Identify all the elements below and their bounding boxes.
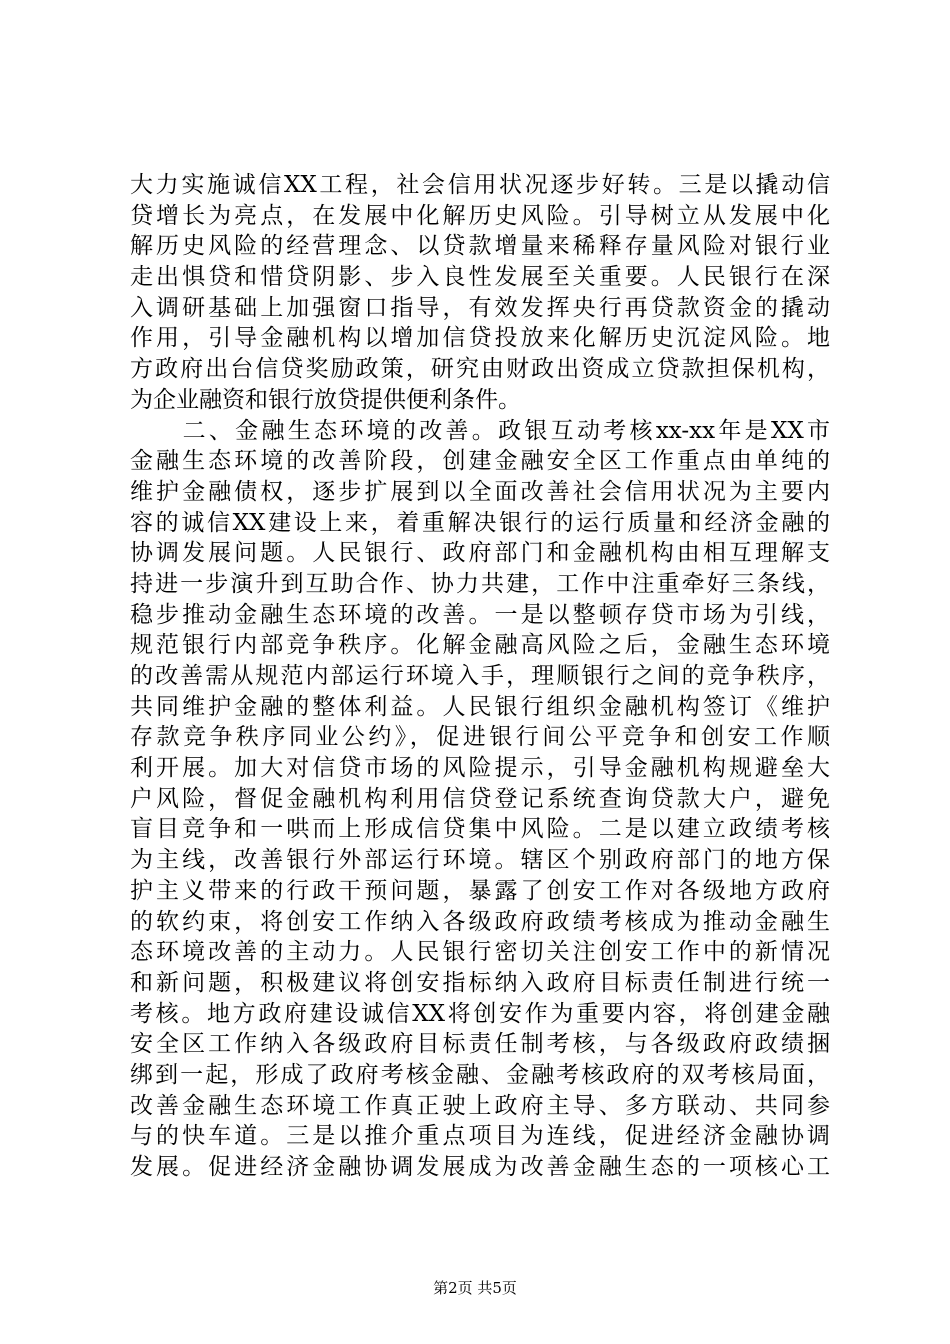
text-line: 护主义带来的行政干预问题，暴露了创安工作对各级地方政府 <box>130 877 830 904</box>
text-line: 走出惧贷和惜贷阴影、步入良性发展至关重要。人民银行在深 <box>130 264 830 291</box>
text-line: 二、金融生态环境的改善。政银互动考核xx-xx年是XX市 <box>130 417 830 444</box>
text-line: 考核。地方政府建设诚信XX将创安作为重要内容，将创建金融 <box>130 1000 830 1027</box>
text-line: 贷增长为亮点，在发展中化解历史风险。引导树立从发展中化 <box>130 202 830 229</box>
text-line: 金融生态环境的改善阶段，创建金融安全区工作重点由单纯的 <box>130 448 830 475</box>
text-line: 持进一步演升到互助合作、协力共建，工作中注重牵好三条线， <box>130 570 830 597</box>
text-line: 与的快车道。三是以推介重点项目为连线，促进经济金融协调 <box>130 1123 830 1150</box>
text-line: 的软约束，将创安工作纳入各级政府政绩考核成为推动金融生 <box>130 908 830 935</box>
text-line: 方政府出台信贷奖励政策，研究由财政出资成立贷款担保机构， <box>130 356 830 383</box>
text-line: 解历史风险的经营理念、以贷款增量来稀释存量风险对银行业 <box>130 233 830 260</box>
text-line: 的改善需从规范内部运行环境入手，理顺银行之间的竞争秩序， <box>130 663 830 689</box>
text-line: 作用，引导金融机构以增加信贷投放来化解历史沉淀风险。地 <box>130 325 830 352</box>
text-line: 安全区工作纳入各级政府目标责任制考核，与各级政府政绩捆 <box>130 1031 830 1058</box>
text-line: 大力实施诚信XX工程，社会信用状况逐步好转。三是以撬动信 <box>130 172 830 198</box>
text-line: 为主线，改善银行外部运行环境。辖区个别政府部门的地方保 <box>130 847 830 874</box>
text-line: 绑到一起，形成了政府考核金融、金融考核政府的双考核局面， <box>130 1061 830 1088</box>
text-line: 为企业融资和银行放贷提供便利条件。 <box>130 386 521 413</box>
text-line: 盲目竞争和一哄而上形成信贷集中风险。二是以建立政绩考核 <box>130 816 830 843</box>
text-line: 利开展。加大对信贷市场的风险提示，引导金融机构规避垒大 <box>130 755 830 782</box>
text-line: 容的诚信XX建设上来，着重解决银行的运行质量和经济金融的 <box>130 509 830 536</box>
text-line: 发展。促进经济金融协调发展成为改善金融生态的一项核心工 <box>130 1154 830 1180</box>
text-line: 稳步推动金融生态环境的改善。一是以整顿存贷市场为引线， <box>130 601 830 628</box>
text-line: 和新问题，积极建议将创安指标纳入政府目标责任制进行统一 <box>130 969 830 996</box>
text-line: 存款竞争秩序同业公约》，促进银行间公平竞争和创安工作顺 <box>130 724 830 751</box>
text-line: 改善金融生态环境工作真正驶上政府主导、多方联动、共同参 <box>130 1092 830 1119</box>
text-line: 户风险，督促金融机构利用信贷登记系统查询贷款大户，避免 <box>130 785 830 812</box>
text-line: 态环境改善的主动力。人民银行密切关注创安工作中的新情况 <box>130 939 830 966</box>
body-text <box>130 170 830 1183</box>
text-line: 入调研基础上加强窗口指导，有效发挥央行再贷款资金的撬动 <box>130 294 830 321</box>
text-line: 规范银行内部竞争秩序。化解金融高风险之后，金融生态环境 <box>130 632 830 659</box>
text-line: 共同维护金融的整体利益。人民银行组织金融机构签订《维护 <box>130 693 830 720</box>
text-line: 协调发展问题。人民银行、政府部门和金融机构由相互理解支 <box>130 540 830 567</box>
text-line: 维护金融债权，逐步扩展到以全面改善社会信用状况为主要内 <box>130 478 830 505</box>
page-number-footer: 第2页 共5页 <box>433 1279 517 1297</box>
